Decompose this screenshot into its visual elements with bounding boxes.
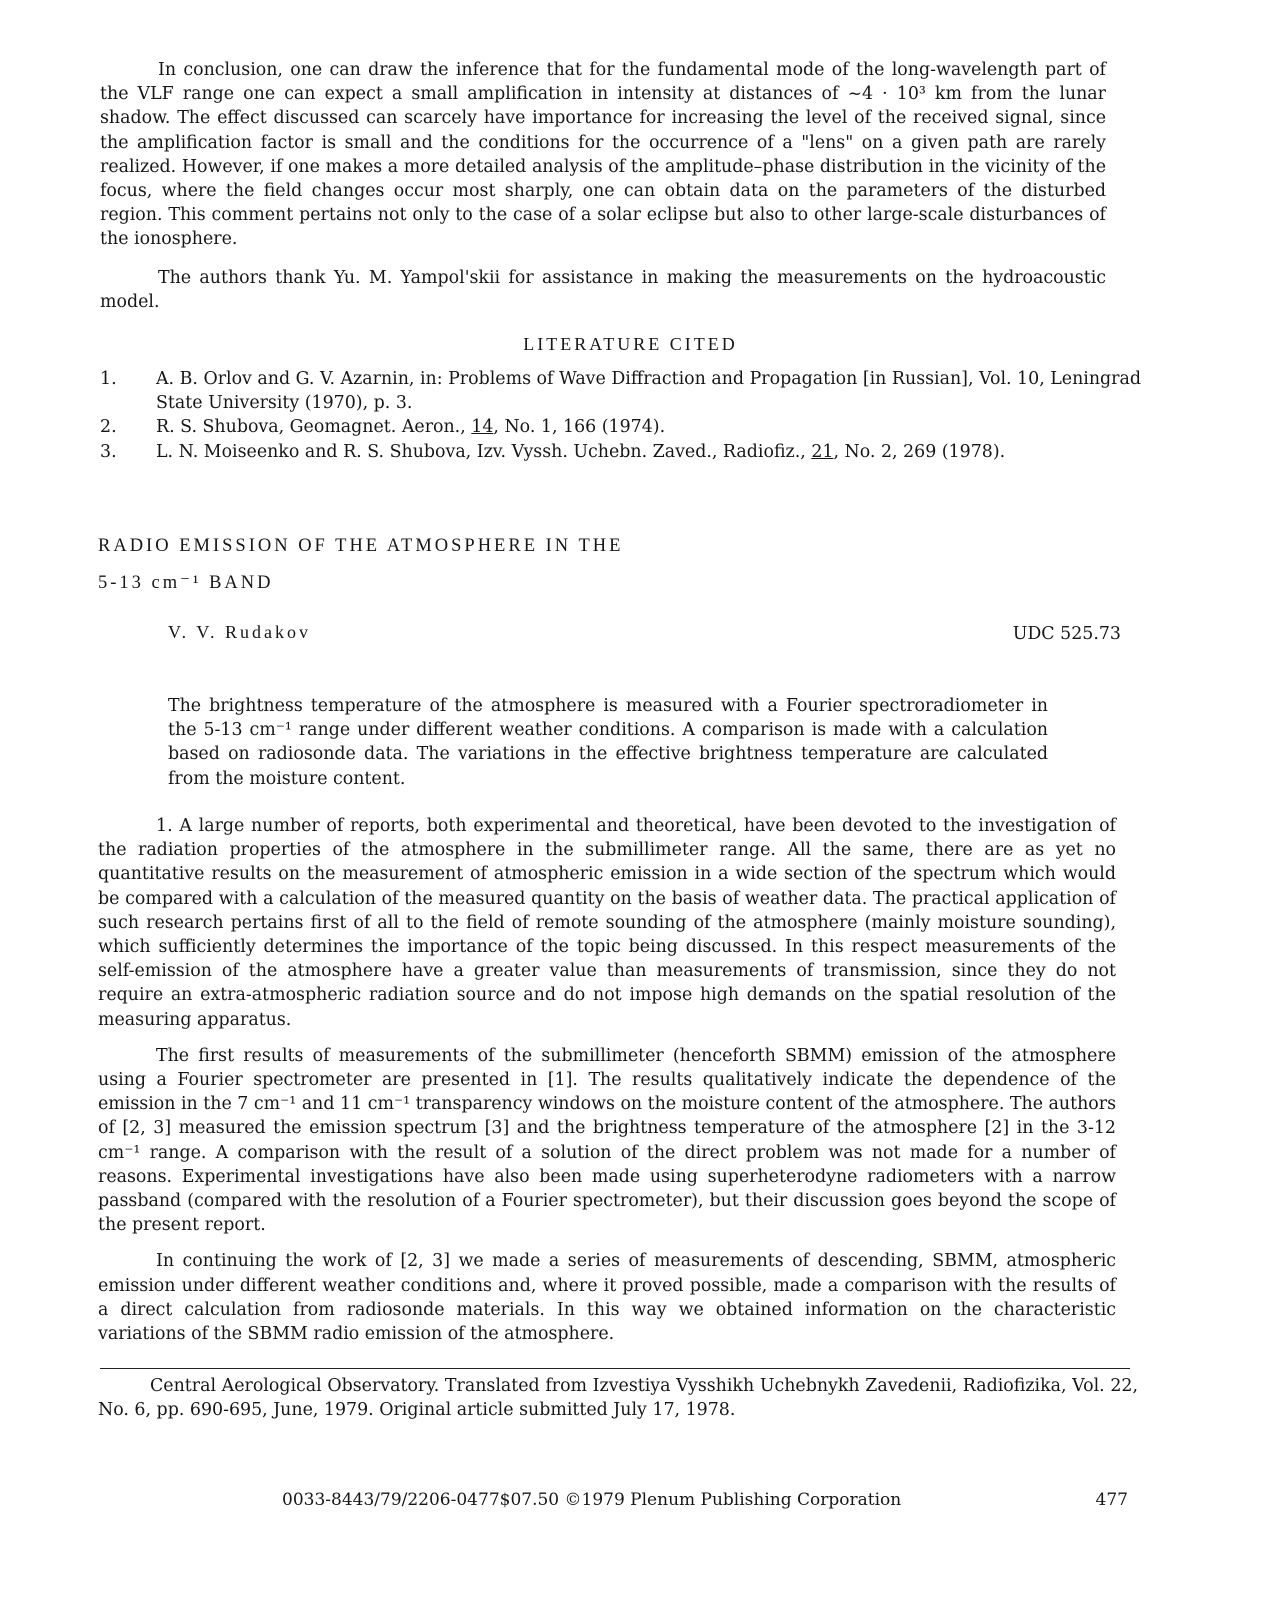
page-number: 477	[1095, 1490, 1128, 1510]
reference-item	[100, 440, 1150, 464]
body-paragraph: The first results of measurements of the submillimeter (henceforth SBMM) emission of the atmosphere using a Fourier spectrometer are presented in [1]. The results qualitatively indicate the dependence of the emission in the 7 cm⁻¹ and 11 cm⁻¹ transparency windows on the moisture content of the atmosphere. The authors of [2, 3] measured the emission spectrum [3] and the brightness temperature of the atmosphere [2] in the 3-12 cm⁻¹ range. A comparison with the result of a solution of the direct problem was not made for a number of reasons. Experimental investigations have also been made using superheterodyne radiometers with a narrow passband (compared with the resolution of a Fourier spectrometer), but their discussion goes beyond the scope of the present report.	[98, 1045, 1116, 1236]
body-paragraph: 1. A large number of reports, both experimental and theoretical, have been devoted to the investigation of the radiation properties of the atmosphere in the submillimeter range. All the same, there are as yet no quantitative results on the measurement of atmospheric emission in a wide section of the spectrum which would be compared with a calculation of the measured quantity on the basis of weather data. The practical application of such research pertains first of all to the field of remote sounding of the atmosphere (mainly moisture sounding), which sufficiently determines the importance of the topic being discussed. In this respect measurements of the self-emission of the atmosphere have a greater value than measurements of transmission, since they do not require an extra-atmospheric radiation source and do not impose high demands on the spatial resolution of the measuring apparatus.	[98, 816, 1116, 1030]
reference-item	[100, 415, 1150, 439]
author-name: V. V. Rudakov	[168, 622, 312, 642]
article-title-line-1: RADIO EMISSION OF THE ATMOSPHERE IN THE	[98, 536, 624, 556]
article-body	[98, 814, 1116, 1346]
reference-number: 2.	[100, 417, 117, 438]
reference-number: 1.	[100, 369, 117, 389]
copyright-line: 0033-8443/79/2206-0477$07.50 ©1979 Plenum Publishing Corporation	[282, 1490, 902, 1510]
reference-text: A. B. Orlov and G. V. Azarnin, in: Problems of Wave Diffraction and Propagation [in Russian], Vol. 10, Leningrad State University (1970), p. 3.	[156, 369, 1141, 414]
reference-text: L. N. Moiseenko and R. S. Shubova, Izv. Vyssh. Uchebn. Zaved., Radiofiz., 21, No. 2, 269 (1978).	[156, 441, 1006, 462]
article-title-line-2: 5-13 cm⁻¹ BAND	[98, 573, 274, 593]
reference-list	[100, 367, 1150, 464]
footnote	[98, 1374, 1138, 1422]
volume-number: 21	[811, 441, 834, 462]
reference-item	[100, 367, 1150, 415]
acknowledgment-paragraph: The authors thank Yu. M. Yampol'skii for assistance in making the measurements on the hydroacoustic model.	[100, 267, 1106, 312]
prev-article-text	[100, 58, 1106, 314]
volume-number: 14	[471, 417, 494, 438]
udc-code: UDC 525.73	[1012, 624, 1121, 644]
abstract	[168, 694, 1048, 791]
body-paragraph: In continuing the work of [2, 3] we made a series of measurements of descending, SBMM, atmospheric emission under different weather conditions and, where it proved possible, made a comparison with the results of a direct calculation from radiosonde materials. In this way we obtained information on the characteristic variations of the SBMM radio emission of the atmosphere.	[98, 1251, 1116, 1345]
footnote-rule	[100, 1368, 1130, 1369]
reference-text: R. S. Shubova, Geomagnet. Aeron., 14, No. 1, 166 (1974).	[156, 417, 666, 438]
reference-number: 3.	[100, 441, 117, 462]
conclusion-paragraph: In conclusion, one can draw the inference that for the fundamental mode of the long-wavelength part of the VLF range one can expect a small amplification in intensity at distances of ~4 · 10³ km from the lunar shadow. The effect discussed can scarcely have importance for increasing the level of the received signal, since the amplification factor is small and the conditions for the occurrence of a "lens" on a given path are rarely realized. However, if one makes a more detailed analysis of the amplitude–phase distribution in the vicinity of the focus, where the field changes occur most sharply, one can obtain data on the parameters of the disturbed region. This comment pertains not only to the case of a solar eclipse but also to other large-scale disturbances of the ionosphere.	[100, 60, 1106, 250]
abstract-text: The brightness temperature of the atmosphere is measured with a Fourier spectroradiometer in the 5-13 cm⁻¹ range under different weather conditions. A comparison is made with a calculation based on radiosonde data. The variations in the effective brightness temperature are calculated from the moisture content.	[168, 696, 1048, 789]
footnote-text: Central Aerological Observatory. Translated from Izvestiya Vysshikh Uchebnykh Zavedenii, Radiofizika, Vol. 22, No. 6, pp. 690-695, June, 1979. Original article submitted July 17, 1978.	[98, 1376, 1138, 1421]
literature-cited-heading: LITERATURE CITED	[523, 334, 738, 354]
